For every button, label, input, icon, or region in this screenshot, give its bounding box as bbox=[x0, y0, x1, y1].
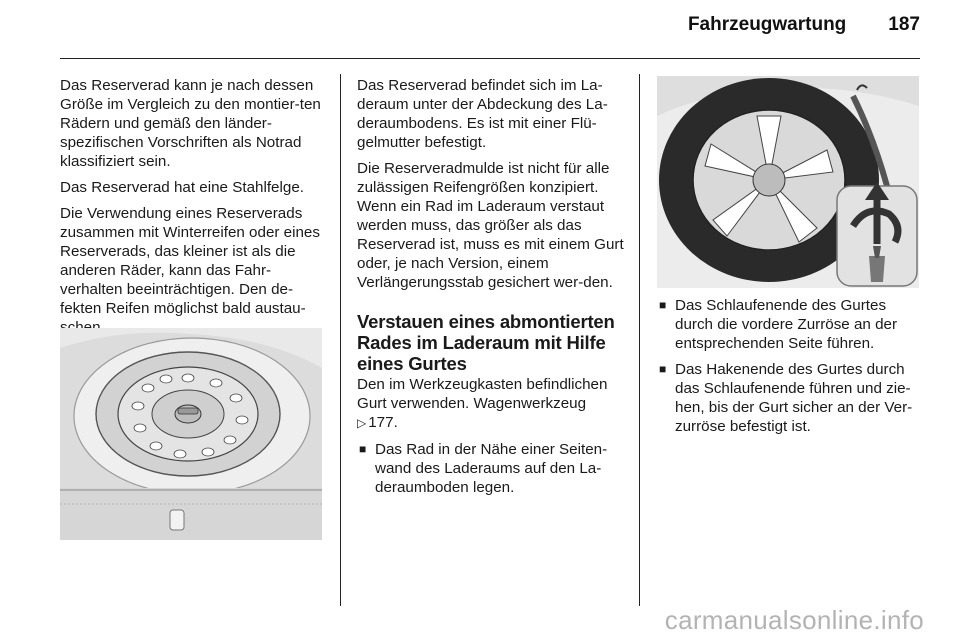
column-divider-2 bbox=[639, 74, 640, 606]
paragraph bbox=[357, 375, 625, 433]
strap-illustration bbox=[657, 76, 919, 288]
instruction-list bbox=[357, 440, 625, 497]
bullet-square-icon: ■ bbox=[659, 298, 667, 312]
column-divider-1 bbox=[340, 74, 341, 606]
intro-text: Den im Werkzeugkasten befindlichen Gurt verwenden. Wagenwerkzeug bbox=[357, 376, 608, 412]
column-2 bbox=[357, 76, 625, 504]
paragraph: Die Reserveradmulde ist nicht für alle zulässigen Reifengrößen konzipiert. Wenn ein Rad im Laderaum verstaut werden muss, das größer als das Reserverad ist, muss es mit einem Gurt oder, je nach Version, einem Verlängerungsstab gesichert wer-den. bbox=[357, 160, 624, 291]
list-item-text: Das Rad in der Nähe einer Seiten-wand des Laderaums auf den La-deraumboden legen. bbox=[375, 441, 608, 496]
paragraph: Das Reserverad hat eine Stahlfelge. bbox=[60, 179, 304, 196]
strap-image bbox=[657, 76, 919, 288]
list-item-text: Das Hakenende des Gurtes durch das Schlaufenende führen und zie-hen, bis der Gurt sicher an der Ver-zurröse befestigt ist. bbox=[675, 361, 913, 435]
header-divider bbox=[60, 58, 920, 59]
column-3 bbox=[657, 296, 921, 443]
list-item-text: Das Schlaufenende des Gurtes durch die vordere Zurröse an der entsprechenden Seite führen. bbox=[675, 297, 898, 352]
bullet-square-icon: ■ bbox=[659, 362, 667, 376]
page-header bbox=[688, 14, 920, 36]
paragraph: Das Reserverad befindet sich im La-deraum unter der Abdeckung des La-deraumbodens. Es ist mit einer Flü-gelmutter befestigt. bbox=[357, 77, 608, 151]
list-item bbox=[657, 296, 921, 353]
watermark: carmanualsonline.info bbox=[664, 605, 924, 635]
instruction-list bbox=[657, 296, 921, 436]
page-reference-arrow-icon: ▷ bbox=[357, 416, 367, 430]
page-reference: 177. bbox=[368, 414, 398, 431]
list-item bbox=[357, 440, 625, 497]
section-subheading: Verstauen eines abmontierten Rades im Laderaum mit Hilfe eines Gurtes bbox=[357, 311, 615, 374]
page-number: 187 bbox=[888, 14, 920, 35]
paragraph: Das Reserverad kann je nach dessen Größe im Vergleich zu den montier-ten Rädern und gemäß den länder-spezifischen Vorschriften als Notrad klassifiziert sein. bbox=[60, 77, 321, 170]
spare-wheel-illustration bbox=[60, 328, 322, 540]
section-title: Fahrzeugwartung bbox=[687, 14, 847, 35]
bullet-square-icon: ■ bbox=[359, 442, 367, 456]
column-1 bbox=[60, 76, 328, 344]
paragraph: Die Verwendung eines Reserverads zusammen mit Winterreifen oder eines Reserverads, das kleiner ist als die anderen Räder, kann das Fahr-verhalten beeinträchtigen. Den de-fekten Reifen möglichst bald austau- bbox=[60, 205, 320, 317]
spare-wheel-image bbox=[60, 328, 322, 540]
list-item bbox=[657, 360, 921, 436]
